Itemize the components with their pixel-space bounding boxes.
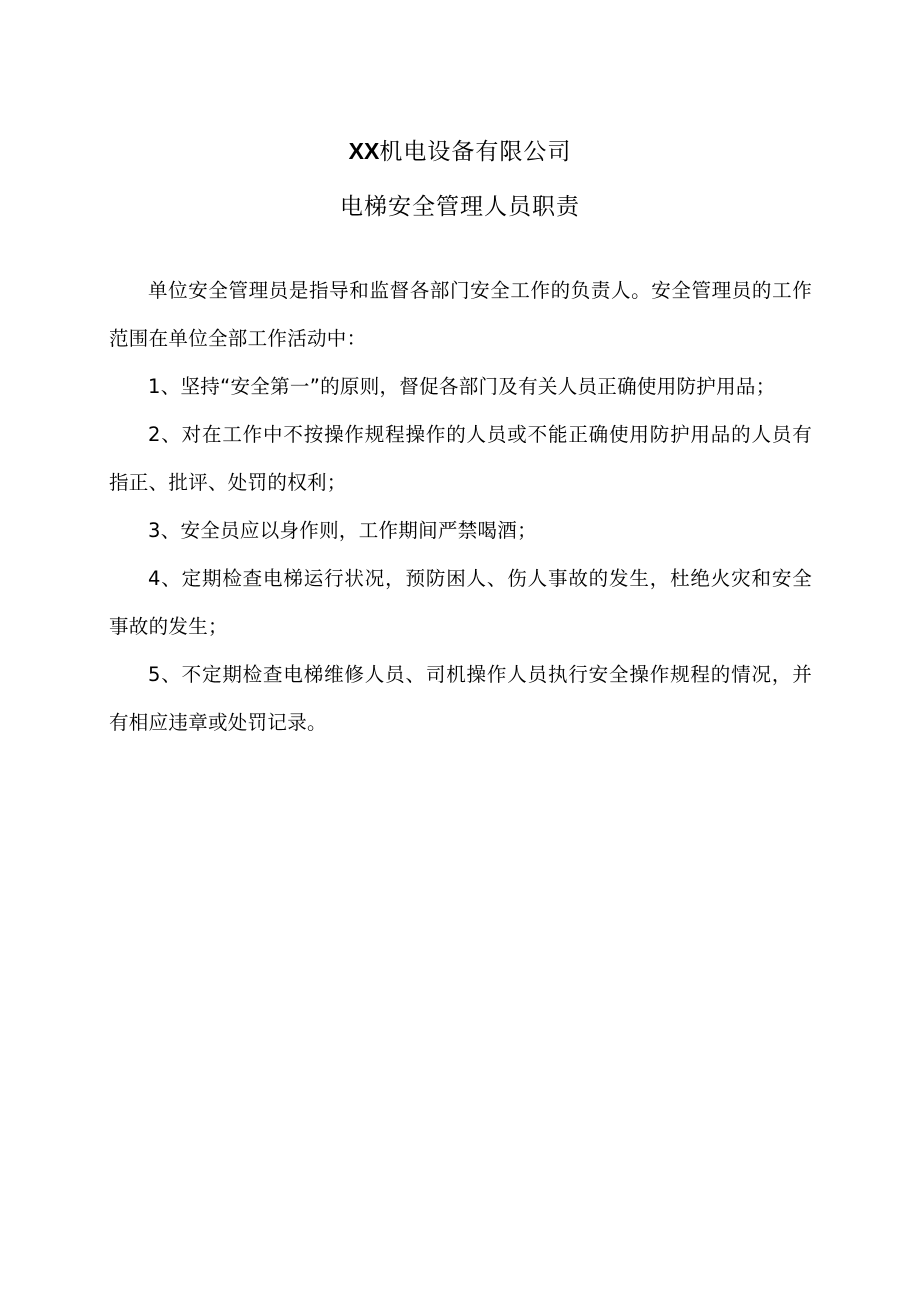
document-subtitle: 电梯安全管理人员职责 (340, 194, 580, 220)
duty-item-3: 3、安全员应以身作则，工作期间严禁喝酒； (148, 519, 537, 542)
duty-item-4: 4、定期检查电梯运行状况，预防困人、伤人事故的发生，杜绝火灾和安全事故的发生； (109, 567, 812, 638)
title-block (0, 131, 920, 227)
intro-paragraph: 单位安全管理员是指导和监督各部门安全工作的负责人。安全管理员的工作范围在单位全部工作活动中： (109, 279, 812, 350)
duty-item-1: 1、坚持“安全第一”的原则，督促各部门及有关人员正确使用防护用品； (148, 375, 776, 398)
document-body (109, 267, 812, 747)
company-name: 机电设备有限公司 (379, 139, 572, 165)
duty-item-2: 2、对在工作中不按操作规程操作的人员或不能正确使用防护用品的人员有指正、批评、处罚的权利； (109, 423, 812, 494)
company-title (0, 131, 920, 172)
duty-item-5: 5、不定期检查电梯维修人员、司机操作人员执行安全操作规程的情况，并有相应违章或处罚记录。 (109, 663, 812, 734)
company-prefix: XX (348, 138, 380, 164)
